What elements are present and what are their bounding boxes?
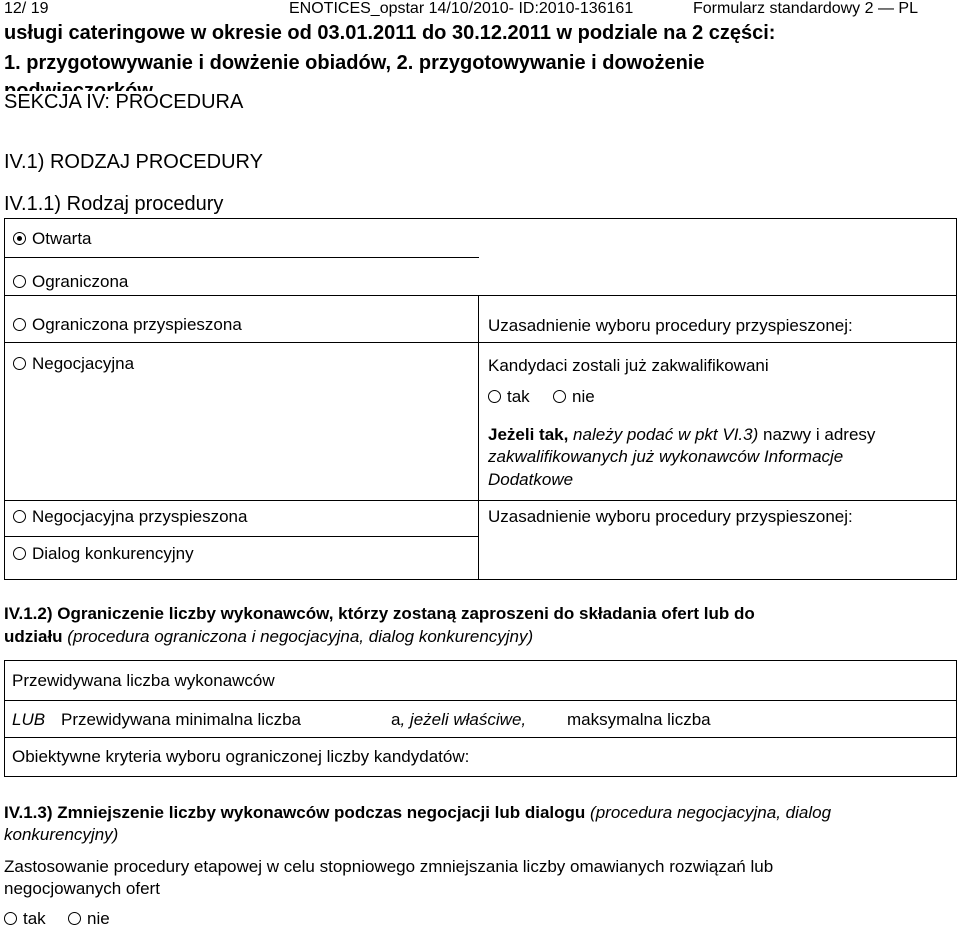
notice-title-line2: 1. przygotowywanie i dowżenie obiadów, 2. przygotowywanie i dowożenie — [4, 52, 705, 74]
qualified-option-tak[interactable]: tak — [488, 387, 530, 407]
qualified-label: Kandydaci zostali już zakwalifikowani — [488, 356, 769, 375]
option-negocjacyjna-przyspieszona[interactable]: Negocjacyjna przyspieszona — [13, 507, 247, 527]
iv13-heading-line2: konkurencyjny) — [4, 825, 119, 844]
staged-option-nie[interactable]: nie — [68, 909, 110, 929]
option-ograniczona[interactable]: Ograniczona — [13, 272, 128, 292]
radio-icon[interactable] — [13, 357, 26, 370]
row-divider — [4, 342, 957, 343]
notice-title-line1: usługi cateringowe w okresie od 03.01.2011 do 30.12.2011 w podziale na 2 części: — [4, 22, 776, 44]
expected-number-label: Przewidywana liczba wykonawców — [12, 671, 275, 690]
iv13-text-line2: negocjowanych ofert — [4, 879, 160, 898]
justification-label: Uzasadnienie wyboru procedury przyspieszonej: — [488, 507, 853, 526]
section-heading: SEKCJA IV: PROCEDURA — [4, 91, 247, 114]
radio-icon[interactable] — [13, 318, 26, 331]
procedure-type-heading: IV.1.1) Rodzaj procedury — [4, 193, 224, 215]
radio-icon[interactable] — [68, 912, 81, 925]
lub-label: LUB — [12, 710, 46, 729]
radio-icon[interactable] — [13, 275, 26, 288]
row-divider — [4, 536, 479, 537]
qualified-note-line3: Dodatkowe — [488, 470, 574, 489]
row-divider — [4, 295, 957, 296]
document-id: ENOTICES_opstar 14/10/2010- ID:2010-136161 — [289, 0, 634, 17]
justification-label: Uzasadnienie wyboru procedury przyspieszonej: — [488, 316, 853, 335]
radio-icon[interactable] — [13, 510, 26, 523]
qualified-note-line1: Jeżeli tak, należy podać w pkt VI.3) nazwy i adresy — [488, 425, 876, 444]
minimum-number-label: Przewidywana minimalna liczba — [61, 710, 301, 729]
radio-icon[interactable] — [13, 547, 26, 560]
option-ograniczona-przyspieszona[interactable]: Ograniczona przyspieszona — [13, 315, 242, 335]
option-otwarta[interactable]: Otwarta — [13, 229, 92, 249]
iv12-heading-line1: IV.1.2) Ograniczenie liczby wykonawców, którzy zostaną zaproszeni do składania ofert lub do — [4, 604, 755, 623]
row-divider — [4, 500, 957, 501]
option-dialog-konkurencyjny[interactable]: Dialog konkurencyjny — [13, 544, 194, 564]
radio-icon[interactable] — [4, 912, 17, 925]
row-divider — [4, 700, 957, 701]
page-number: 12/ 19 — [4, 0, 49, 17]
subsection-heading: IV.1) RODZAJ PROCEDURY — [4, 151, 263, 173]
radio-checked-icon[interactable] — [13, 232, 26, 245]
and-label: a, jeżeli właściwe, — [391, 710, 527, 729]
staged-option-tak[interactable]: tak — [4, 909, 46, 929]
iv13-heading-line1: IV.1.3) Zmniejszenie liczby wykonawców podczas negocjacji lub dialogu (procedura negocjacyjna, dialog — [4, 803, 832, 822]
row-divider — [4, 737, 957, 738]
iv13-text-line1: Zastosowanie procedury etapowej w celu stopniowego zmniejszania liczby omawianych rozwiązań lub — [4, 857, 774, 876]
row-divider — [4, 257, 479, 258]
form-name: Formularz standardowy 2 — PL — [693, 0, 918, 17]
maximum-number-label: maksymalna liczba — [567, 710, 711, 729]
iv12-heading-line2: udziału (procedura ograniczona i negocjacyjna, dialog konkurencyjny) — [4, 627, 534, 646]
radio-icon[interactable] — [553, 390, 566, 403]
qualified-option-nie[interactable]: nie — [553, 387, 595, 407]
column-divider — [478, 295, 479, 580]
radio-icon[interactable] — [488, 390, 501, 403]
criteria-label: Obiektywne kryteria wyboru ograniczonej liczby kandydatów: — [12, 747, 470, 766]
option-negocjacyjna[interactable]: Negocjacyjna — [13, 354, 134, 374]
qualified-note-line2: zakwalifikowanych już wykonawców Informacje — [488, 447, 844, 466]
